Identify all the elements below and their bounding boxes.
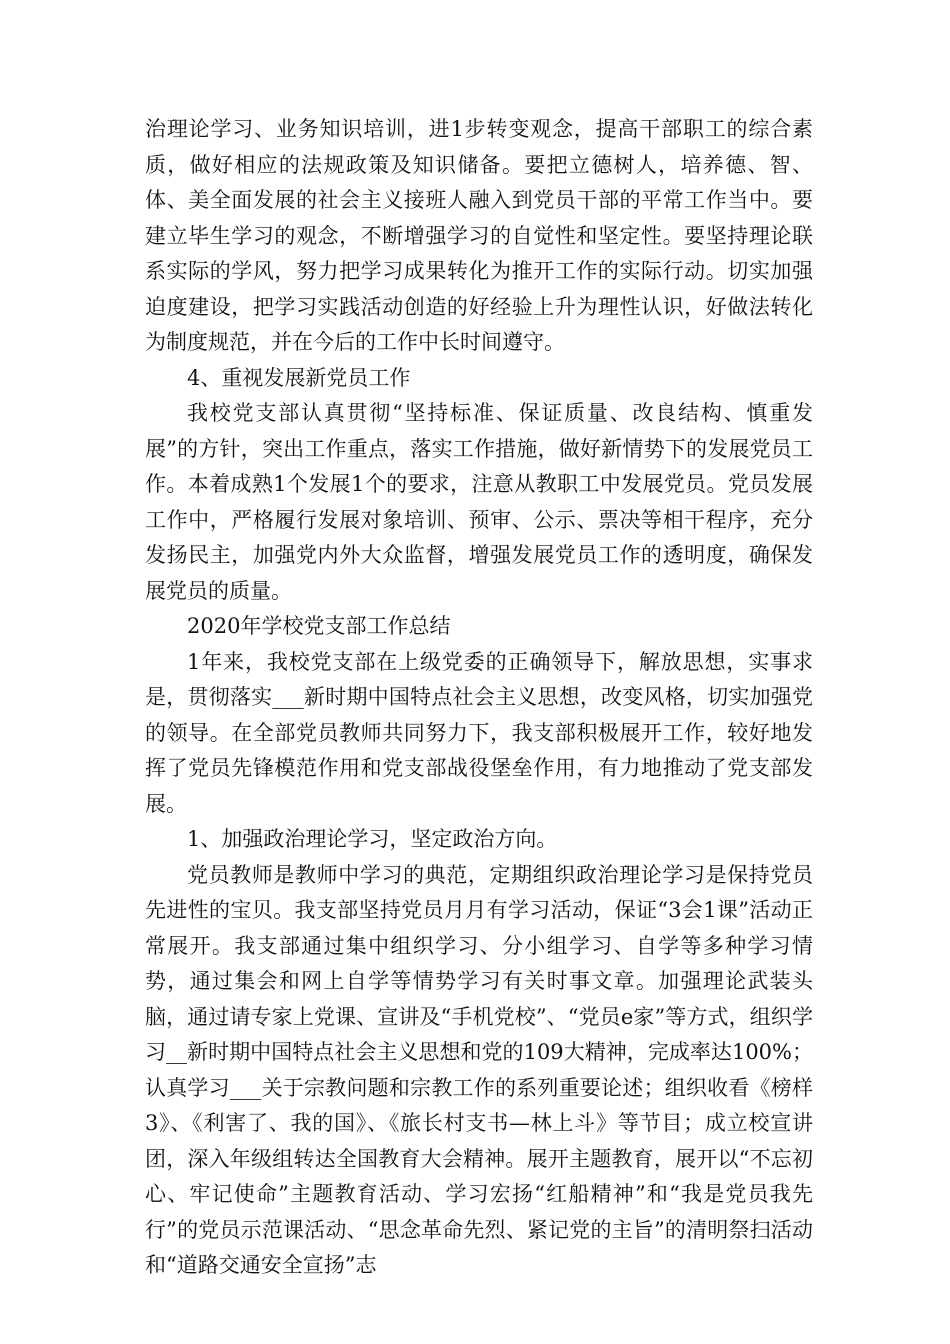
paragraph-new-members: 我校党支部认真贯彻“坚持标准、保证质量、改良结构、慎重发展”的方针，突出工作重点，落实工作措施，做好新情势下的发展党员工作。本着成熟1个发展1个的要求，注意从教职工中发展党员。党员发展工作中，严格履行发展对象培训、预审、公示、票决等相干程序，充分发扬民主，加强党内外大众监督，增强发展党员工作的透明度，确保发展党员的质量。: [145, 401, 813, 603]
section-heading-political-study: 1、加强政治理论学习，坚定政治方向。: [187, 827, 558, 851]
paragraph-continuation: 治理论学习、业务知识培训，进1步转变观念，提高干部职工的综合素质，做好相应的法规政策及知识储备。要把立德树人，培养德、智、体、美全面发展的社会主义接班人融入到党员干部的平常工作当中。要建立毕生学习的观念，不断增强学习的自觉性和坚定性。要坚持理论联系实际的学风，努力把学习成果转化为推开工作的实际行动。切实加强迫度建设，把学习实践活动创造的好经验上升为理性认识，好做法转化为制度规范，并在今后的工作中长时间遵守。: [145, 117, 813, 354]
document-body: [145, 112, 813, 1284]
paragraph-intro: 1年来，我校党支部在上级党委的正确领导下，解放思想，实事求是，贯彻落实___新时期中国特点社会主义思想，改变风格，切实加强党的领导。在全部党员教师共同努力下，我支部积极展开工作，较好地发挥了党员先锋模范作用和党支部战役堡垒作用，有力地推动了党支部发展。: [145, 649, 813, 816]
paragraph-political-study: 党员教师是教师中学习的典范，定期组织政治理论学习是保持党员先进性的宝贝。我支部坚持党员月月有学习活动，保证“3会1课”活动正常展开。我支部通过集中组织学习、分小组学习、自学等多种学习情势，通过集会和网上自学等情势学习有关时事文章。加强理论武装头脑，通过请专家上党课、宣讲及“手机党校”、“党员e家”等方式，组织学习__新时期中国特点社会主义思想和党的109大精神，完成率达100%；认真学习___关于宗教问题和宗教工作的系列重要论述；组织收看《榜样3》、《利害了、我的国》、《旅长村支书—林上斗》等节目；成立校宣讲团，深入年级组转达全国教育大会精神。展开主题教育，展开以“不忘初心、牢记使命”主题教育活动、学习宏扬“红船精神”和“我是党员我先行”的党员示范课活动、“思念革命先烈、紧记党的主旨”的清明祭扫活动和“道路交通安全宣扬”志: [145, 862, 813, 1277]
section-heading-new-members: 4、重视发展新党员工作: [187, 365, 411, 390]
document-title: 2020年学校党支部工作总结: [187, 614, 451, 638]
